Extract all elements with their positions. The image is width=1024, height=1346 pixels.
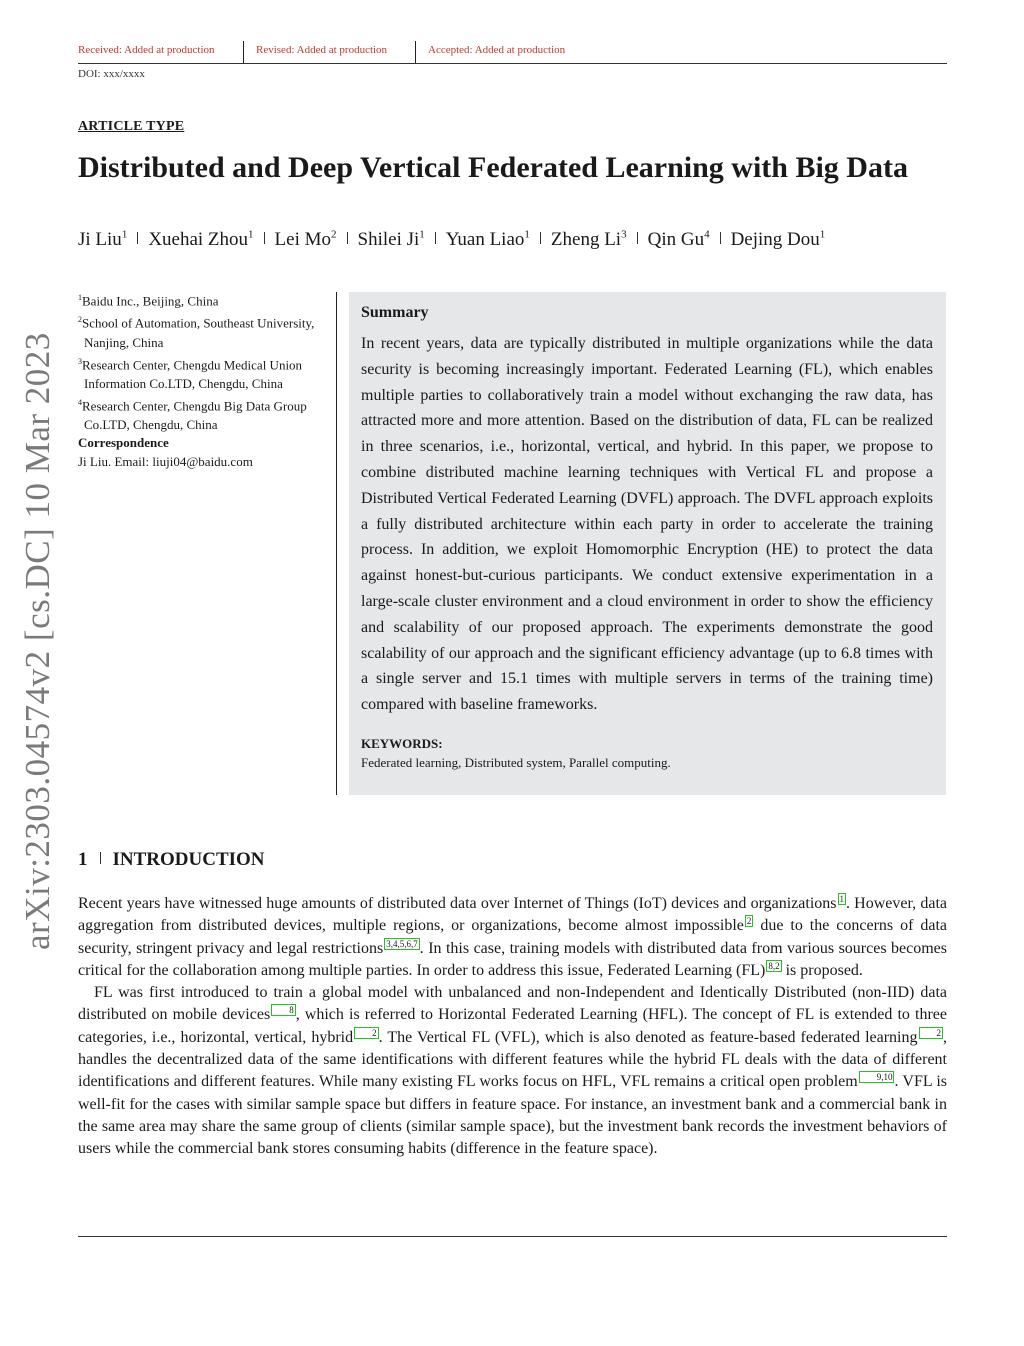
accepted-date: Accepted: Added at production bbox=[428, 44, 566, 56]
section-title: INTRODUCTION bbox=[112, 849, 265, 870]
author-affiliation-mark: 4 bbox=[704, 229, 710, 241]
keywords-heading: KEYWORDS: bbox=[361, 736, 443, 751]
author-name: Dejing Dou$^1$ bbox=[730, 229, 826, 251]
author-name: Zheng Li$^3$ bbox=[550, 229, 627, 251]
author-name: Ji Liu$^1$ bbox=[78, 229, 128, 251]
citation-link[interactable]: 8 bbox=[271, 1004, 296, 1016]
author-affiliation-mark: 1 bbox=[819, 229, 826, 241]
article-type: ARTICLE TYPE bbox=[78, 119, 185, 134]
correspondence-heading: Correspondence bbox=[78, 435, 169, 450]
author-separator bbox=[264, 232, 265, 244]
author-affiliation-mark: 3 bbox=[621, 229, 627, 241]
footer-rule bbox=[78, 1236, 947, 1237]
author-name: Shilei Ji$^1$ bbox=[357, 229, 425, 251]
body-paragraph: Recent years have witnessed huge amounts of distributed data over Internet of Things (IoT) devices and organizations 1 . However, data aggregation from distributed devices, multiple regions, or organizations, become almost impossible 2 due to the concerns of data security, stringent privacy and legal restrictions 3,4,5,6,7 . In this case, training models with distributed data from various sources becomes critical for the collaboration among multiple parties. In order to address this issue, Federated Learning (FL) 8,2 is proposed. bbox=[78, 894, 948, 979]
section-number: 1 bbox=[78, 849, 88, 870]
divider bbox=[100, 852, 101, 864]
citation-link[interactable]: 9,10 bbox=[859, 1071, 895, 1083]
divider bbox=[415, 41, 416, 63]
author-affiliation-mark: 1 bbox=[524, 229, 530, 241]
doi: DOI: xxx/xxxx bbox=[78, 68, 145, 80]
author-separator bbox=[347, 232, 348, 244]
affiliation-item: $^4$Research Center, Chengdu Big Data Group Co.LTD, Chengdu, China bbox=[78, 397, 307, 433]
divider bbox=[243, 41, 244, 63]
affiliations bbox=[78, 288, 328, 434]
received-date: Received: Added at production bbox=[78, 44, 215, 56]
author-affiliation-mark: 1 bbox=[419, 229, 425, 241]
author-separator bbox=[540, 232, 541, 244]
paper-title: Distributed and Deep Vertical Federated Learning with Big Data bbox=[78, 151, 908, 184]
author-affiliation-mark: 1 bbox=[121, 229, 128, 241]
keywords-text: Federated learning, Distributed system, Parallel computing. bbox=[361, 755, 671, 770]
citation-link[interactable]: 2 bbox=[354, 1027, 379, 1039]
author-separator bbox=[637, 232, 638, 244]
author-separator bbox=[435, 232, 436, 244]
citation-link[interactable]: 2 bbox=[919, 1027, 944, 1039]
header-rule bbox=[78, 63, 947, 64]
affiliation-item: $^2$School of Automation, Southeast University, Nanjing, China bbox=[78, 315, 315, 350]
author-separator bbox=[137, 232, 138, 244]
citation-link[interactable]: 2 bbox=[746, 916, 752, 927]
author-name: Qin Gu$^4$ bbox=[647, 229, 710, 251]
citation-link[interactable]: 1 bbox=[839, 894, 844, 904]
column-divider bbox=[336, 292, 337, 795]
revised-date: Revised: Added at production bbox=[256, 44, 388, 56]
correspondence-text: Ji Liu. Email: liuji04@baidu.com bbox=[78, 454, 253, 469]
author-name: Xuehai Zhou$^1$ bbox=[148, 229, 254, 251]
author-name: Yuan Liao$^1$ bbox=[445, 229, 530, 251]
author-affiliation-mark: 2 bbox=[331, 229, 337, 241]
author-affiliation-mark: 1 bbox=[248, 229, 254, 241]
citation-link[interactable]: 3,4,5,6,7 bbox=[386, 938, 418, 949]
summary-heading: Summary bbox=[361, 304, 429, 321]
introduction-body bbox=[78, 893, 947, 1161]
publication-dates bbox=[78, 44, 948, 62]
affiliation-item: $^1$Baidu Inc., Beijing, China bbox=[78, 293, 219, 309]
summary-text: In recent years, data are typically distributed in multiple organizations while the data security is becoming increasingly important. Federated Learning (FL), which enables multiple parties to collaboratively train a model without exchanging the raw data, has attracted more and more attention. Based on the distribution of data, FL can be realized in three scenarios, i.e., horizontal, vertical, and hybrid. In this paper, we propose to combine distributed machine learning techniques with Vertical FL and propose a Distributed Vertical Federated Learning (DVFL) approach. The DVFL approach exploits a fully distributed architecture within each party in order to accelerate the training process. In addition, we exploit Homomorphic Encryption (HE) to protect the data against honest-but-curious participants. We conduct extensive experimentation in a large-scale cluster environment and a cloud environment in order to show the efficiency and scalability of our proposed approach. The experiments demonstrate the good scalability of our approach and the significant efficiency advantage (up to 6.8 times with a single server and 15.1 times with multiple servers in terms of the training time) compared with baseline frameworks. bbox=[361, 335, 933, 714]
arxiv-stamp: arXiv:2303.04574v2 [cs.DC] 10 Mar 2023 bbox=[18, 332, 57, 950]
author-separator bbox=[720, 232, 721, 244]
affiliation-item: $^3$Research Center, Chengdu Medical Union Information Co.LTD, Chengdu, China bbox=[78, 356, 303, 391]
summary-box bbox=[349, 292, 946, 795]
author-list bbox=[78, 222, 825, 253]
citation-link[interactable]: 8,2 bbox=[768, 960, 780, 971]
section-heading bbox=[78, 849, 265, 871]
body-paragraph: FL was first introduced to train a global model with unbalanced and non-Independent and Identically Distributed (non-IID) data distributed on mobile devices 8 , which is referred to Horizontal Federated Learning (HFL). The concept of FL is extended to three categories, i.e., horizontal, vertical, hybrid 2 . The Vertical FL (VFL), which is also denoted as feature-based federated learning 2 , handles the decentralized data of the same identifications with different features while the hybrid FL deals with the data of different identifications and different features. While many existing FL works focus on HFL, VFL remains a critical open problem 9,10 . VFL is well-fit for the cases with similar sample space but differs in feature space. For instance, an investment bank and a commercial bank in the same area may share the same group of clients (similar sample space), but the investment bank records the investment behaviors of users while the commercial bank stores consuming habits (difference in the feature space). bbox=[78, 984, 948, 1158]
author-name: Lei Mo$^2$ bbox=[274, 229, 337, 251]
